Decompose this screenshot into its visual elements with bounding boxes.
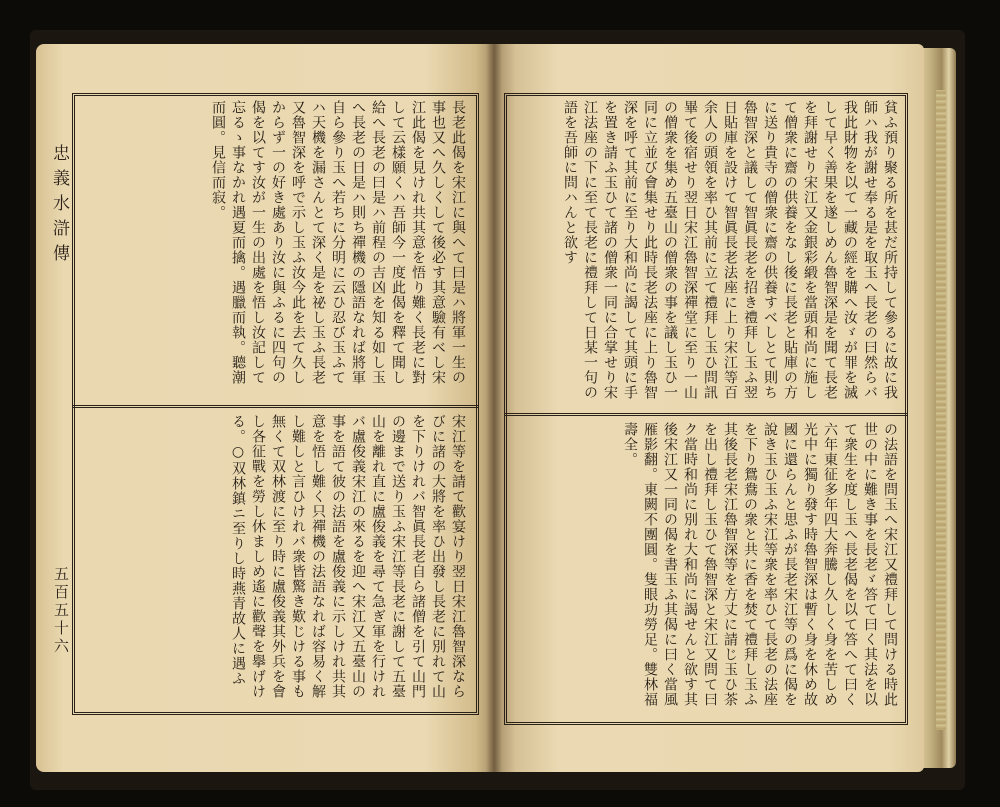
page-stack-texture [936, 90, 946, 730]
left-upper-text-block: 長老此偈を宋江に與へて曰是ハ將軍一生の事也又へ久しくして後必す其意驗有べし宋江此偈を見けれ共其意を悟り難く長老に對して云樣願くハ吾師今一度此偈を釋て聞し給へ長老の曰是ハ前程の吉凶を知る如し玉へ長老の日是ハ則ち禪機の隱語なれば將軍自ら參り玉へ若ちに分明に云ひ忍び玉ふてハ天機を漏さんとて深く是を祕し玉ふ長老又魯智深を呼で示し玉ふ汝今此を去て久しからず一の好き處あり汝に與ふるに四句の偈を以てす汝が一生の出處を悟し汝記して忘るゝ事なかれ遇夏而擒。遇臘而執。聽潮而圓。見信而寂。 [210, 100, 466, 385]
left-frame-divider [72, 405, 479, 408]
page-number: 五百五十六 [52, 566, 70, 656]
right-upper-text-block: 貧ふ預り聚る所を甚だ所持して參るに故に我師ハ我が謝せ奉る是を取玉へ長老の曰然らバ我此財物を以て一藏の經を購へ汝ゞが罪を滅して早く善果を遂しめん魯智深是を聞て長老を拜謝せり宋江又金銀彩緞を當頭和尚に施して僧衆に齋の供養をなし後に長老と貼庫の方に送り貴寺の僧衆に齋の供養すべしとて則ち魯智深と議して智眞長老を招き禮拜し玉ふ翌日貼庫を設けて智眞長老法座に上り宋江等百余人の頭領を率ひ其前に立て禮拜し玉ひ問訊畢て後宿せり翌日宋江魯智深禪堂に至り一山の僧衆を集め五臺山の僧衆の事を議し玉ひ一同に立並び會集せり此時長老法座に上り魯智深を呼て其前に至り大和尚に謁して其頭に手を置き請ふ玉ひて諸の僧衆一同に合掌せり宋江法座の下に至て長老に禮拜して日某一句の語を吾師に問ハんと欲す [562, 100, 898, 400]
book-gutter [486, 44, 502, 772]
right-frame-divider [504, 413, 908, 416]
left-lower-text-block: 宋江等を請て歡宴けり翌日宋江魯智深ならびに諸の大將を率ひ出發し長老に別れて山を下りけれバ智眞長老自ら諸僧を引て山門の邊まで送り玉ふ宋江等長老に謝して五臺山を離れ直に盧俊義を尋て急ぎ軍を行けれバ盧俊義宋江の來るを迎へ宋江又五臺山の事を語て彼の法語を盧俊義に示しけれ共其意を悟し難く只禪機の法語なれば容易く解し難しと言ひけれバ衆皆驚き歎じける事も無くて双林渡に至り時に盧俊義其外兵を會し各征戰を勞し休ましめ遙に歡聲を擧げける。○双林鎮ニ至りし時燕青故人に遇ふ [230, 414, 466, 699]
running-title: 忠義水滸傳 [49, 144, 69, 269]
right-lower-text-block: の法語を問玉へ宋江又禮拜して問ける時此世の中に難き事を長老ゞ答て曰く其法を以て衆生を度し玉へ長老偈を以て答へて曰く六年東征多年四大奔騰し久しく身を苦しめ光中に獨り發す時魯智深は暫く身を休め故國に還らんと思ふが長老宋江等の爲に偈を說き玉ひ玉ふ宋江等衆を率ひて長老の法座を下り鴛鴦の衆と共に香を焚て禮拜し玉ふ其後長老宋江魯智深等を方丈に請じ玉ひ茶を出し禮拜し玉ひて魯智深と宋江又問て曰ク當時和尚に別れ大和尚に謁せんと欲す其後宋江又一同の偈を書玉ふ其偈に曰く當風雁影翻。東闕不團圓。隻眼功勞足。雙林福壽全。 [622, 422, 898, 707]
